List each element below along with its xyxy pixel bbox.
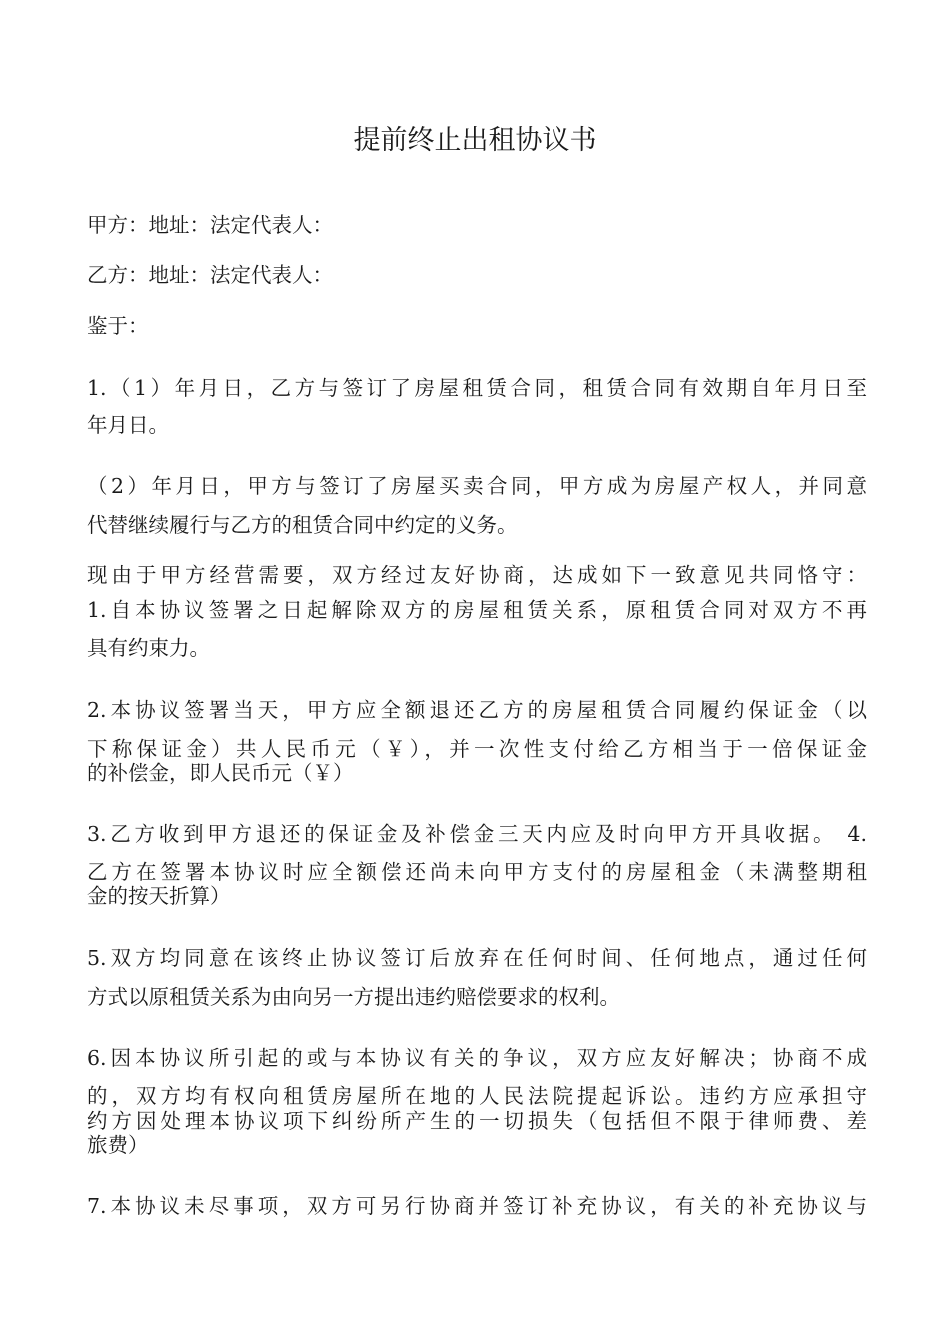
clause-4-line-2: 乙方在签署本协议时应全额偿还尚未向甲方支付的房屋租金（未满整期租 bbox=[87, 860, 867, 884]
clause-5-line-1: 5.双方均同意在该终止协议签订后放弃在任何时间、任何地点，通过任何 bbox=[87, 946, 867, 970]
clause-2-line-3: 的补偿金，即人民币元（￥） bbox=[87, 761, 354, 785]
recital-1-line-2: 年月日。 bbox=[87, 413, 169, 437]
clause-6-line-2: 的，双方均有权向租赁房屋所在地的人民法院提起诉讼。违约方应承担守 bbox=[87, 1084, 867, 1108]
agreement-intro-line: 现由于甲方经营需要，双方经过友好协商，达成如下一致意见共同恪守： bbox=[87, 563, 867, 587]
party-b-line: 乙方：地址：法定代表人： bbox=[87, 263, 333, 287]
clause-1-line-2: 具有约束力。 bbox=[87, 636, 210, 660]
clause-4-line-3: 金的按天折算） bbox=[87, 884, 231, 908]
clause-3-4-line-1: 3.乙方收到甲方退还的保证金及补偿金三天内应及时向甲方开具收据。 4. bbox=[87, 822, 867, 846]
clause-2-line-1: 2.本协议签署当天，甲方应全额退还乙方的房屋租赁合同履约保证金（以 bbox=[87, 698, 867, 722]
clause-6-line-3: 约方因处理本协议项下纠纷所产生的一切损失（包括但不限于律师费、差 bbox=[87, 1109, 867, 1133]
clause-2-line-2: 下称保证金）共人民币元（￥），并一次性支付给乙方相当于一倍保证金 bbox=[87, 737, 867, 761]
recital-2-line-1: （2）年月日，甲方与签订了房屋买卖合同，甲方成为房屋产权人，并同意 bbox=[87, 474, 867, 498]
document-title: 提前终止出租协议书 bbox=[353, 125, 597, 156]
clause-1-line-1: 1.自本协议签署之日起解除双方的房屋租赁关系，原租赁合同对双方不再 bbox=[87, 598, 867, 622]
party-a-line: 甲方：地址：法定代表人： bbox=[87, 213, 333, 237]
clause-5-line-2: 方式以原租赁关系为由向另一方提出违约赔偿要求的权利。 bbox=[87, 985, 620, 1009]
clause-6-line-1: 6.因本协议所引起的或与本协议有关的争议，双方应友好解决；协商不成 bbox=[87, 1046, 867, 1070]
recital-2-line-2: 代替继续履行与乙方的租赁合同中约定的义务。 bbox=[87, 513, 518, 537]
recital-1-line-1: 1.（1）年月日，乙方与签订了房屋租赁合同，租赁合同有效期自年月日至 bbox=[87, 376, 867, 400]
whereas-line: 鉴于： bbox=[87, 314, 149, 338]
clause-6-line-4: 旅费） bbox=[87, 1133, 149, 1157]
clause-7-line-1: 7.本协议未尽事项，双方可另行协商并签订补充协议，有关的补充协议与 bbox=[87, 1194, 867, 1218]
